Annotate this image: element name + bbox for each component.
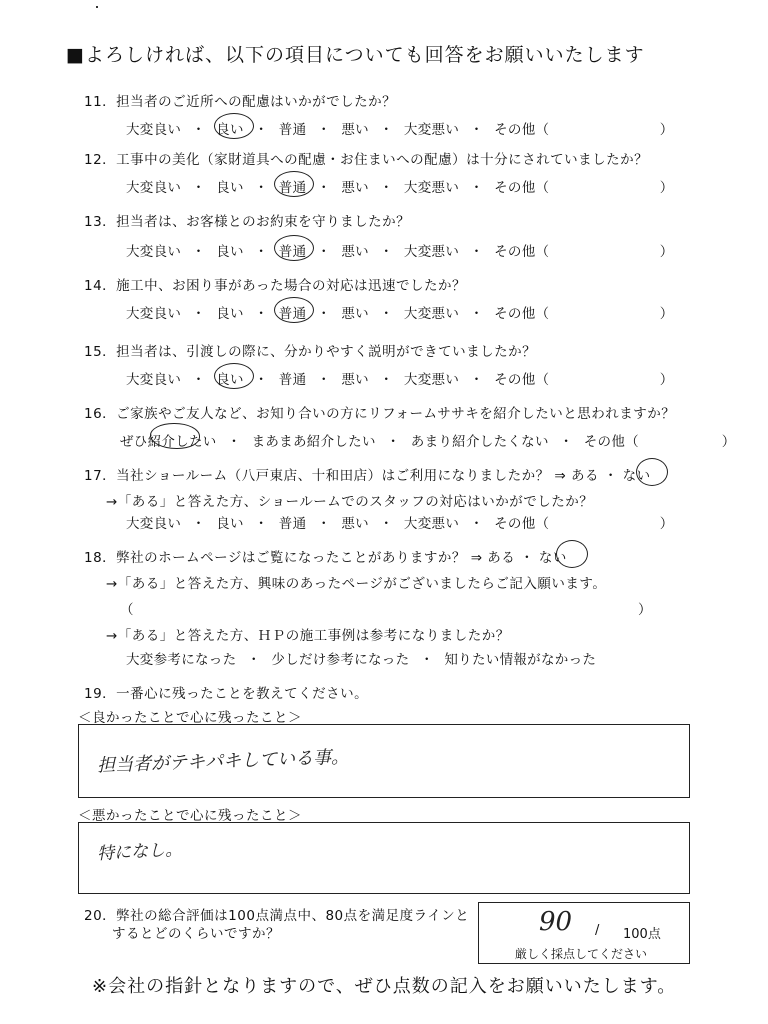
bad-label: ＜悪かったことで心に残ったこと＞ bbox=[78, 808, 302, 824]
options-17: 大変良い ・ 良い ・ 普通 ・ 悪い ・ 大変悪い ・ その他（ ） bbox=[126, 516, 674, 532]
score-max: 100点 bbox=[623, 927, 661, 942]
question-19: 19．一番心に残ったことを教えてください。 bbox=[84, 686, 369, 702]
question-13: 13．担当者は、お客様とのお約束を守りましたか？ bbox=[84, 214, 411, 230]
bad-answer-box bbox=[78, 822, 690, 894]
score-note: 厳しく採点してください bbox=[515, 947, 648, 961]
options-15: 大変良い ・ 良い ・ 普通 ・ 悪い ・ 大変悪い ・ その他（ ） bbox=[126, 372, 674, 388]
question-18-paren: （ ） bbox=[120, 602, 652, 618]
question-11: 11．担当者のご近所への配慮はいかがでしたか？ bbox=[84, 94, 397, 110]
question-15: 15．担当者は、引渡しの際に、分かりやすく説明ができていましたか？ bbox=[84, 344, 537, 360]
answer-circle-18 bbox=[556, 540, 588, 568]
options-16: ぜひ紹介したい ・ まあまあ紹介したい ・ あまり紹介したくない ・ その他（ ） bbox=[120, 434, 736, 450]
score-value: 90 bbox=[539, 907, 573, 937]
answer-circle-15 bbox=[214, 363, 254, 389]
question-12: 12．工事中の美化（家財道具への配慮・お住まいへの配慮）は十分にされていましたか？ bbox=[84, 152, 649, 168]
question-16: 16．ご家族やご友人など、お知り合いの方にリフォームササキを紹介したいと思われますか？ bbox=[84, 406, 676, 422]
question-18-sub2: →「ある」と答えた方、ＨＰの施工事例は参考になりましたか？ bbox=[106, 628, 510, 644]
question-17: 17．当社ショールーム（八戸東店、十和田店）はご利用になりましたか？ ⇒ ある ・ ない bbox=[84, 468, 651, 484]
answer-circle-13 bbox=[274, 235, 314, 261]
options-11: 大変良い ・ 良い ・ 普通 ・ 悪い ・ 大変悪い ・ その他（ ） bbox=[126, 122, 674, 138]
good-label: ＜良かったことで心に残ったこと＞ bbox=[78, 710, 302, 726]
bad-answer-text: 特になし。 bbox=[96, 839, 183, 865]
question-18: 18．弊社のホームページはご覧になったことがありますか？ ⇒ ある ・ ない bbox=[84, 550, 567, 566]
footer-note: ※会社の指針となりますので、ぜひ点数の記入をお願いいたします。 bbox=[92, 976, 677, 997]
options-18: 大変参考になった ・ 少しだけ参考になった ・ 知りたい情報がなかった bbox=[126, 652, 597, 668]
options-12: 大変良い ・ 良い ・ 普通 ・ 悪い ・ 大変悪い ・ その他（ ） bbox=[126, 180, 674, 196]
question-17-sub: →「ある」と答えた方、ショールームでのスタッフの対応はいかがでしたか？ bbox=[106, 494, 594, 510]
options-14: 大変良い ・ 良い ・ 普通 ・ 悪い ・ 大変悪い ・ その他（ ） bbox=[126, 306, 674, 322]
answer-circle-14 bbox=[274, 297, 314, 323]
answer-circle-17 bbox=[636, 458, 668, 486]
good-answer-text: 担当者がテキパキしている事。 bbox=[96, 746, 350, 777]
answer-circle-12 bbox=[274, 171, 314, 197]
page-title: ■よろしければ、以下の項目についても回答をお願いいたします bbox=[66, 44, 645, 66]
options-13: 大変良い ・ 良い ・ 普通 ・ 悪い ・ 大変悪い ・ その他（ ） bbox=[126, 244, 674, 260]
question-20-line1: 20．弊社の総合評価は100点満点中、80点を満足度ラインと bbox=[84, 908, 470, 924]
scan-dot bbox=[96, 6, 98, 8]
question-20-line2: するとどのくらいですか？ bbox=[112, 926, 280, 942]
question-18-sub1: →「ある」と答えた方、興味のあったページがございましたらご記入願います。 bbox=[106, 576, 607, 592]
score-box bbox=[478, 902, 690, 964]
answer-circle-16 bbox=[150, 423, 200, 449]
good-answer-box bbox=[78, 724, 690, 798]
question-14: 14．施工中、お困り事があった場合の対応は迅速でしたか？ bbox=[84, 278, 467, 294]
score-slash: / bbox=[595, 923, 600, 938]
answer-circle-11 bbox=[214, 113, 254, 139]
